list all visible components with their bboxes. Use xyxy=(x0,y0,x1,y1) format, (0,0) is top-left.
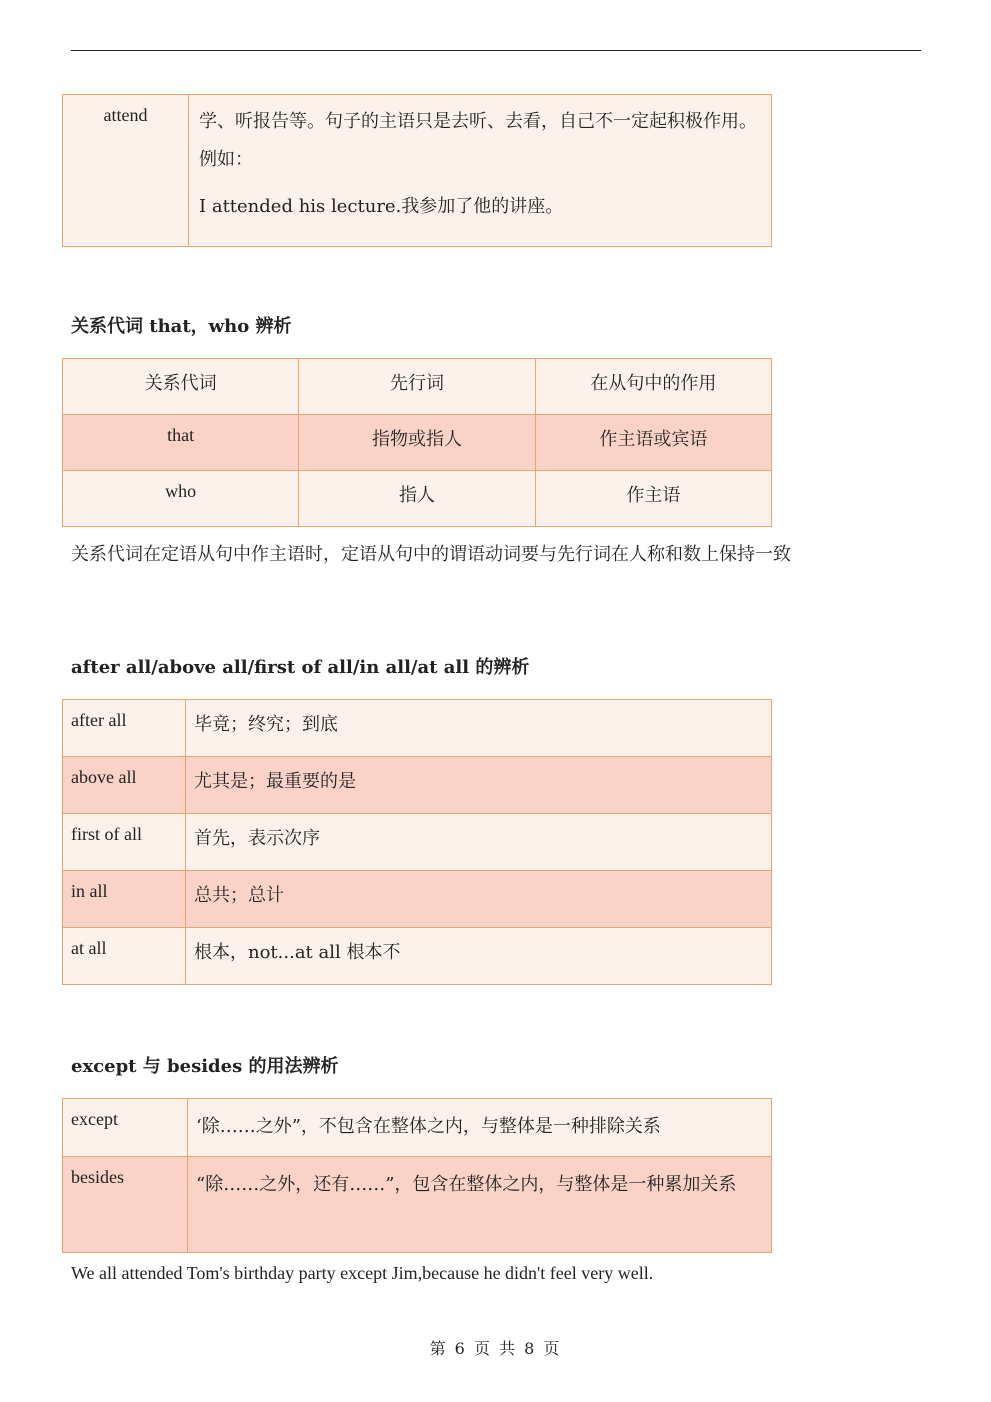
meaning-cell: 尤其是；最重要的是 xyxy=(186,757,772,814)
table-row xyxy=(63,95,772,247)
meaning-cell: 总共；总计 xyxy=(186,871,772,928)
attend-explanation: 学、听报告等。句子的主语只是去听、去看，自己不一定起积极作用。例如： xyxy=(199,111,757,170)
page-number: 第 6 页 共 8 页 xyxy=(429,1339,562,1358)
term-cell: besides xyxy=(63,1157,188,1253)
table-cell: 指人 xyxy=(299,471,535,527)
header-rule xyxy=(71,50,921,51)
table-row xyxy=(63,928,772,985)
term-cell: in all xyxy=(63,871,186,928)
attend-explanation-cell xyxy=(189,95,772,247)
pronoun-table xyxy=(62,358,772,527)
table-row xyxy=(63,871,772,928)
table-row xyxy=(63,814,772,871)
term-cell: except xyxy=(63,1099,188,1157)
table-row xyxy=(63,1099,772,1157)
table-row xyxy=(63,1157,772,1253)
table-cell: 指物或指人 xyxy=(299,415,535,471)
table-cell: 作主语 xyxy=(535,471,771,527)
header-cell: 在从句中的作用 xyxy=(535,359,771,415)
meaning-cell: 毕竟；终究；到底 xyxy=(186,700,772,757)
table-cell: that xyxy=(63,415,299,471)
table-row xyxy=(63,700,772,757)
all-section-heading: after all/above all/first of all/in all/at all 的辨析 xyxy=(71,657,530,678)
table-row xyxy=(63,757,772,814)
except-besides-table xyxy=(62,1098,772,1253)
attend-table xyxy=(62,94,772,247)
term-cell: at all xyxy=(63,928,186,985)
table-row xyxy=(63,415,772,471)
term-cell: above all xyxy=(63,757,186,814)
meaning-cell: “除……之外，还有……”，包含在整体之内，与整体是一种累加关系 xyxy=(188,1157,772,1253)
except-example: We all attended Tom's birthday party except Jim,because he didn't feel very well. xyxy=(71,1263,654,1283)
meaning-cell: 首先，表示次序 xyxy=(186,814,772,871)
pronoun-section-heading: 关系代词 that，who 辨析 xyxy=(71,316,292,337)
table-header-row xyxy=(63,359,772,415)
attend-example: I attended his lecture.我参加了他的讲座。 xyxy=(199,196,564,217)
header-cell: 先行词 xyxy=(299,359,535,415)
meaning-cell: 根本，not...at all 根本不 xyxy=(186,928,772,985)
pronoun-note: 关系代词在定语从句中作主语时，定语从句中的谓语动词要与先行词在人称和数上保持一致 xyxy=(71,544,791,565)
all-phrases-table xyxy=(62,699,772,985)
term-cell: after all xyxy=(63,700,186,757)
header-cell: 关系代词 xyxy=(63,359,299,415)
attend-term: attend xyxy=(63,95,189,247)
table-row xyxy=(63,471,772,527)
term-cell: first of all xyxy=(63,814,186,871)
meaning-cell: ‘除……之外”，不包含在整体之内，与整体是一种排除关系 xyxy=(188,1099,772,1157)
except-section-heading: except 与 besides 的用法辨析 xyxy=(71,1056,339,1077)
table-cell: 作主语或宾语 xyxy=(535,415,771,471)
table-cell: who xyxy=(63,471,299,527)
